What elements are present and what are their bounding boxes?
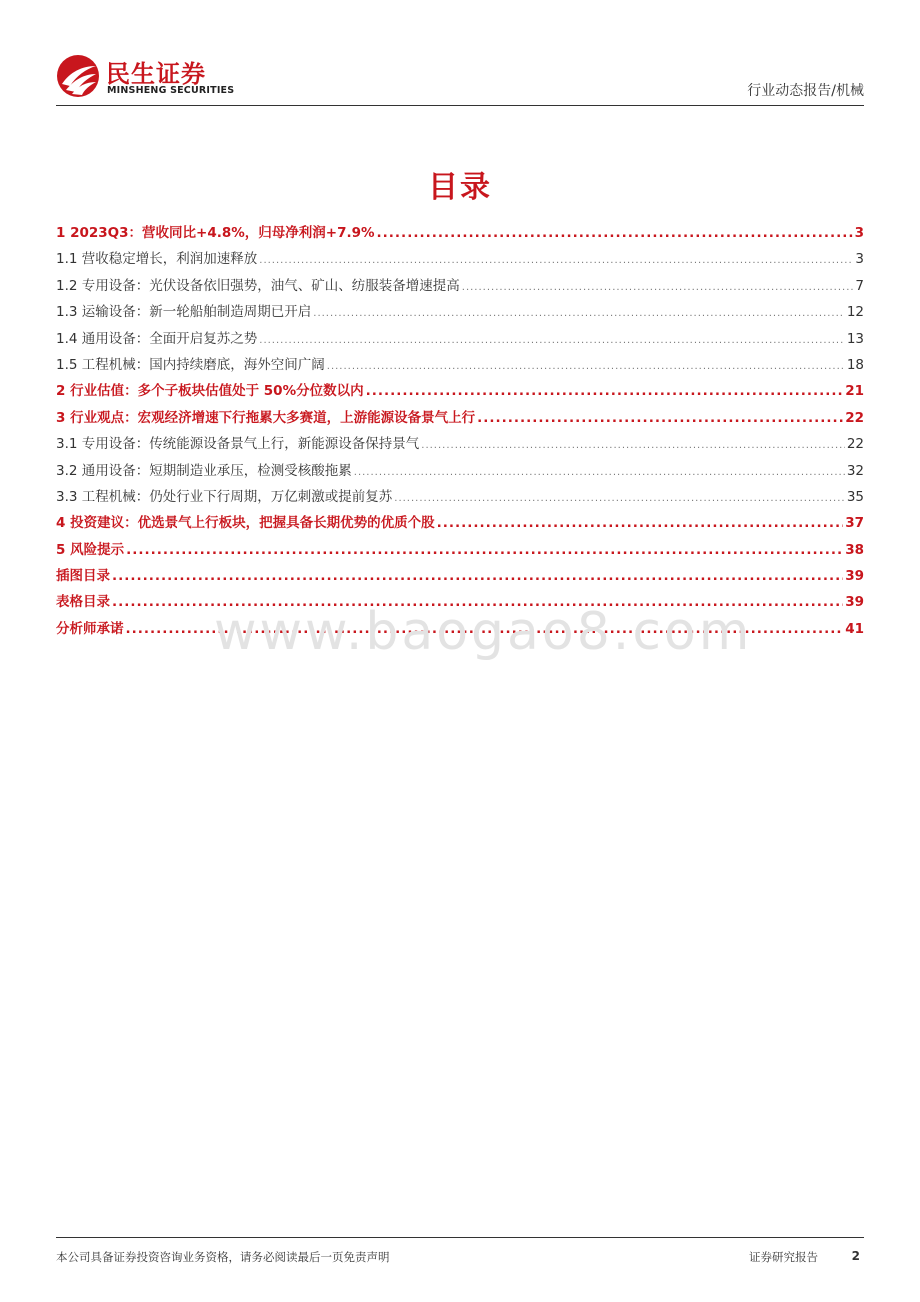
footer-divider: [56, 1237, 864, 1238]
toc-entry[interactable]: [56, 563, 864, 589]
toc-entry-label: 3 行业观点：宏观经济增速下行拖累大多赛道，上游能源设备景气上行: [56, 409, 476, 426]
toc-dot-leader: [377, 220, 853, 246]
table-of-contents: [56, 220, 864, 642]
toc-entry-page: 22: [845, 409, 864, 426]
toc-dot-leader: [437, 510, 844, 536]
page-header: [0, 0, 920, 108]
toc-entry[interactable]: [56, 378, 864, 404]
toc-entry-label: 3.2 通用设备：短期制造业承压，检测受核酸拖累: [56, 462, 352, 479]
toc-dot-leader: [126, 616, 844, 642]
toc-entry-label: 1.1 营收稳定增长，利润加速释放: [56, 251, 258, 268]
toc-dot-leader: [354, 460, 845, 486]
toc-dot-leader: [112, 563, 843, 589]
footer-disclaimer: 本公司具备证券投资咨询业务资格，请务必阅读最后一页免责声明: [56, 1250, 390, 1264]
toc-entry[interactable]: [56, 589, 864, 615]
toc-entry[interactable]: [56, 246, 864, 272]
toc-entry-label: 1 2023Q3：营收同比+4.8%，归母净利润+7.9%: [56, 225, 375, 241]
toc-entry-page: 18: [846, 356, 864, 373]
toc-dot-leader: [462, 275, 854, 301]
toc-entry-page: 37: [845, 515, 864, 532]
toc-entry-page: 7: [855, 277, 864, 294]
toc-entry-label: 5 风险提示: [56, 541, 125, 558]
toc-dot-leader: [421, 433, 845, 459]
toc-entry[interactable]: [56, 326, 864, 352]
toc-heading: 目录: [428, 170, 492, 205]
toc-entry[interactable]: [56, 484, 864, 510]
toc-dot-leader: [259, 328, 845, 354]
toc-entry-label: 1.2 专用设备：光伏设备依旧强势，油气、矿山、纺服装备增速提高: [56, 277, 460, 294]
toc-entry-label: 3.1 专用设备：传统能源设备景气上行，新能源设备保持景气: [56, 436, 420, 453]
toc-entry-page: 12: [846, 304, 864, 321]
logo-english-name: MINSHENG SECURITIES: [107, 85, 235, 96]
toc-dot-leader: [327, 354, 845, 380]
minsheng-logo-icon: [56, 54, 100, 98]
toc-dot-leader: [366, 378, 844, 404]
toc-entry-page: 39: [845, 594, 864, 611]
toc-entry-page: 35: [846, 488, 864, 505]
toc-dot-leader: [477, 405, 843, 431]
toc-dot-leader: [126, 537, 843, 563]
toc-entry-label: 分析师承诺: [56, 620, 124, 637]
toc-entry-page: 3: [854, 225, 864, 241]
toc-entry[interactable]: [56, 273, 864, 299]
toc-entry-page: 13: [846, 330, 864, 347]
toc-entry[interactable]: [56, 431, 864, 457]
toc-entry[interactable]: [56, 299, 864, 325]
toc-entry-page: 32: [846, 462, 864, 479]
toc-entry-page: 22: [846, 436, 864, 453]
toc-dot-leader: [112, 589, 843, 615]
toc-dot-leader: [259, 248, 853, 274]
toc-entry-page: 39: [845, 568, 864, 585]
header-divider: [56, 105, 864, 106]
toc-entry-page: 38: [845, 541, 864, 558]
footer-doc-type: 证券研究报告: [749, 1250, 818, 1264]
toc-entry-label: 表格目录: [56, 594, 110, 611]
toc-entry-label: 3.3 工程机械：仍处行业下行周期，万亿刺激或提前复苏: [56, 488, 393, 505]
company-logo: [56, 54, 235, 100]
toc-dot-leader: [394, 486, 845, 512]
toc-entry-label: 1.5 工程机械：国内持续磨底，海外空间广阔: [56, 356, 325, 373]
toc-entry[interactable]: [56, 220, 864, 246]
report-type-label: 行业动态报告/机械: [747, 83, 864, 99]
toc-entry-label: 插图目录: [56, 568, 110, 585]
toc-entry[interactable]: [56, 537, 864, 563]
logo-chinese-name: 民生证券: [106, 60, 206, 88]
page-number: 2: [851, 1249, 860, 1263]
toc-entry[interactable]: [56, 458, 864, 484]
toc-entry[interactable]: [56, 616, 864, 642]
toc-entry[interactable]: [56, 352, 864, 378]
toc-dot-leader: [313, 301, 845, 327]
watermark-text: www.baogao8.com: [214, 602, 753, 662]
toc-entry-label: 1.4 通用设备：全面开启复苏之势: [56, 330, 258, 347]
toc-entry[interactable]: [56, 405, 864, 431]
toc-entry-page: 41: [845, 620, 864, 637]
toc-entry-label: 2 行业估值：多个子板块估值处于 50%分位数以内: [56, 383, 364, 400]
toc-entry-page: 3: [855, 251, 864, 268]
toc-entry-label: 1.3 运输设备：新一轮船舶制造周期已开启: [56, 304, 312, 321]
toc-entry-label: 4 投资建议：优选景气上行板块，把握具备长期优势的优质个股: [56, 515, 435, 532]
toc-entry-page: 21: [845, 383, 864, 400]
toc-entry[interactable]: [56, 510, 864, 536]
